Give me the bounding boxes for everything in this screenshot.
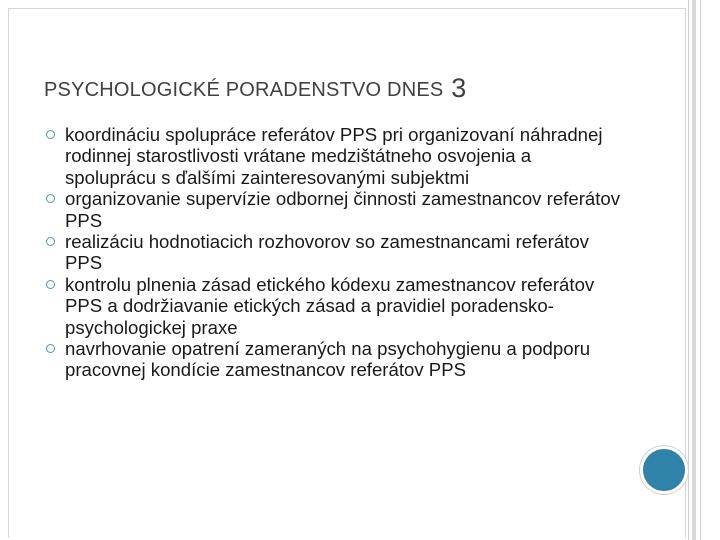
bullet-text: realizáciu hodnotiacich rozhovorov so zamestnancami referátov PPS xyxy=(65,231,589,274)
bullet-circle-icon xyxy=(46,280,55,289)
bullet-circle-icon xyxy=(46,130,55,139)
bullet-text: kontrolu plnenia zásad etického kódexu zamestnancov referátov PPS a dodržiavanie etických zásad a pravidiel poradensko-psychologickej praxe xyxy=(65,273,595,338)
bullet-list xyxy=(46,124,626,381)
bullet-item xyxy=(46,231,626,274)
slide-title-number: 3 xyxy=(451,73,467,103)
decorative-stripe xyxy=(692,0,696,540)
bullet-circle-icon xyxy=(46,344,55,353)
bullet-circle-icon xyxy=(46,194,55,203)
bullet-item xyxy=(46,124,626,188)
decorative-stripe xyxy=(688,0,689,540)
bullet-circle-icon xyxy=(46,237,55,246)
bullet-text: koordináciu spolupráce referátov PPS pri organizovaní náhradnej rodinnej starostlivosti vrátane medzištátneho osvojenia a spoluprácu s ďalšími zainteresovanými subjektmi xyxy=(65,124,603,188)
slide-title-text: PSYCHOLOGICKÉ PORADENSTVO DNES xyxy=(44,79,444,101)
slide-title xyxy=(44,72,466,103)
decorative-circle-icon xyxy=(640,446,688,494)
bullet-item xyxy=(46,338,626,381)
bullet-text: organizovanie supervízie odbornej činnosti zamestnancov referátov PPS xyxy=(65,188,621,231)
bullet-item xyxy=(46,274,626,338)
bullet-text: navrhovanie opatrení zameraných na psychohygienu a podporu pracovnej kondície zamestnancov referátov PPS xyxy=(65,338,591,381)
decorative-stripe xyxy=(700,0,701,540)
bullet-item xyxy=(46,188,626,231)
